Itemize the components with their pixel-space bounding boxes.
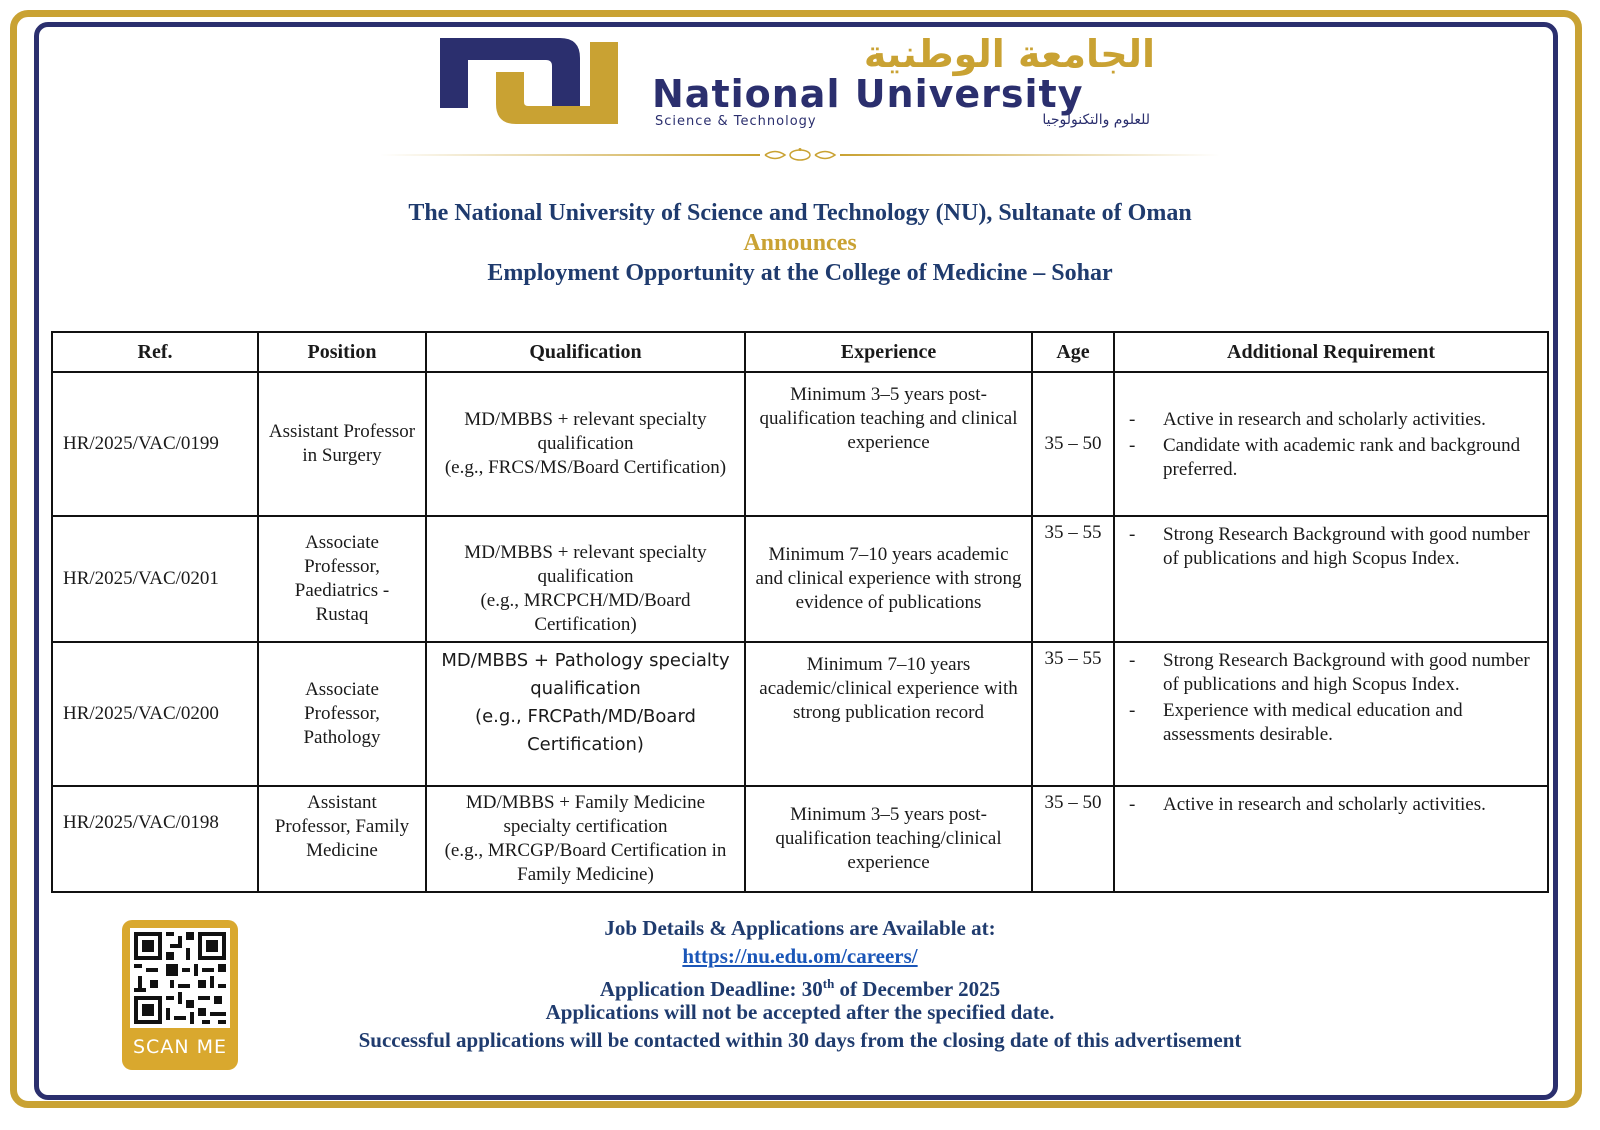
cell-qualification <box>426 642 745 786</box>
requirement-text: Active in research and scholarly activities. <box>1163 409 1486 430</box>
cell-additional-requirement <box>1114 516 1548 642</box>
footer-details-label: Job Details & Applications are Available at: <box>604 916 996 940</box>
header-qualification: Qualification <box>426 332 745 372</box>
requirement-item: - Candidate with academic rank and background preferred. <box>1123 434 1539 482</box>
cell-ref: HR/2025/VAC/0198 <box>52 786 258 892</box>
requirement-item: - Experience with medical education and assessments desirable. <box>1123 699 1539 747</box>
table-row <box>52 786 1548 892</box>
vacancies-table <box>51 331 1549 893</box>
deadline-suffix-ordinal: th <box>822 976 835 991</box>
cell-age: 35 – 55 <box>1032 516 1114 642</box>
cell-position: Associate Professor, Paediatrics - Rustaq <box>258 516 426 642</box>
requirement-text: Strong Research Background with good number of publications and high Scopus Index. <box>1163 524 1530 569</box>
table-header-row <box>52 332 1548 372</box>
headline-opportunity: Employment Opportunity at the College of Medicine – Sohar <box>487 260 1113 286</box>
footer-link-line <box>0 942 1600 970</box>
table-row <box>52 372 1548 516</box>
cell-ref: HR/2025/VAC/0201 <box>52 516 258 642</box>
requirement-text: Candidate with academic rank and background preferred. <box>1163 435 1521 480</box>
cell-experience: Minimum 7–10 years academic/clinical experience with strong publication record <box>745 642 1032 786</box>
footer-notice-contact: Successful applications will be contacted within 30 days from the closing date of this advertisement <box>358 1028 1242 1052</box>
requirement-text: Strong Research Background with good number of publications and high Scopus Index. <box>1163 650 1530 695</box>
header-experience: Experience <box>745 332 1032 372</box>
cell-ref: HR/2025/VAC/0199 <box>52 372 258 516</box>
cell-experience: Minimum 3–5 years post-qualification teaching/clinical experience <box>745 786 1032 892</box>
cell-experience: Minimum 7–10 years academic and clinical experience with strong evidence of publications <box>745 516 1032 642</box>
header-position: Position <box>258 332 426 372</box>
qualification-degree: MD/MBBS + Pathology specialty qualification <box>441 650 730 699</box>
qualification-degree: MD/MBBS + Family Medicine specialty certification <box>465 792 706 837</box>
qualification-degree: MD/MBBS + relevant specialty qualification <box>464 409 707 454</box>
ornament-divider-icon <box>380 148 1220 162</box>
cell-qualification <box>426 516 745 642</box>
headline-university: The National University of Science and Technology (NU), Sultanate of Oman <box>408 200 1192 226</box>
qualification-example: (e.g., FRCPath/MD/Board Certification) <box>475 706 696 755</box>
requirement-item: - Strong Research Background with good number of publications and high Scopus Index. <box>1123 523 1539 571</box>
cell-position: Associate Professor, Pathology <box>258 642 426 786</box>
logo-subtitle-ar: للعلوم والتكنولوجيا <box>1042 112 1150 128</box>
header-age: Age <box>1032 332 1114 372</box>
careers-link[interactable]: https://nu.edu.om/careers/ <box>682 944 918 968</box>
logo-arabic-name: الجامعة الوطنية <box>863 32 1155 76</box>
cell-age: 35 – 50 <box>1032 372 1114 516</box>
qualification-degree: MD/MBBS + relevant specialty qualification <box>464 542 707 587</box>
cell-ref: HR/2025/VAC/0200 <box>52 642 258 786</box>
qualification-example: (e.g., MRCPCH/MD/Board Certification) <box>480 590 691 635</box>
qualification-example: (e.g., FRCS/MS/Board Certification) <box>444 457 727 478</box>
requirement-item: - Active in research and scholarly activities. <box>1129 794 1486 815</box>
logo-english-name: National University <box>652 72 1084 116</box>
logo-subtitle-en: Science & Technology <box>655 114 817 129</box>
qualification-example: (e.g., MRCGP/Board Certification in Family Medicine) <box>444 840 727 885</box>
table-row <box>52 642 1548 786</box>
deadline-month-year: of December 2025 <box>834 977 1001 1001</box>
cell-qualification <box>426 372 745 516</box>
cell-position: Assistant Professor, Family Medicine <box>258 786 426 892</box>
requirement-text: Active in research and scholarly activities. <box>1163 794 1486 815</box>
requirement-text: Experience with medical education and assessments desirable. <box>1163 700 1463 745</box>
cell-additional-requirement <box>1114 372 1548 516</box>
header-ref: Ref. <box>52 332 258 372</box>
headline-announces: Announces <box>743 230 857 256</box>
requirement-item: - Strong Research Background with good number of publications and high Scopus Index. <box>1123 649 1539 697</box>
cell-experience: Minimum 3–5 years post-qualification teaching and clinical experience <box>745 372 1032 516</box>
requirement-item: - Active in research and scholarly activities. <box>1129 409 1486 430</box>
nu-logo-mark-icon <box>440 32 630 128</box>
cell-additional-requirement <box>1114 786 1548 892</box>
cell-qualification <box>426 786 745 892</box>
qr-scan-label: SCAN ME <box>133 1036 227 1058</box>
cell-age: 35 – 50 <box>1032 786 1114 892</box>
cell-position: Assistant Professor in Surgery <box>258 372 426 516</box>
university-logo <box>440 32 1160 132</box>
footer-notice-late: Applications will not be accepted after the specified date. <box>545 1000 1055 1024</box>
table-row <box>52 516 1548 642</box>
header-additional-requirement: Additional Requirement <box>1114 332 1548 372</box>
cell-additional-requirement <box>1114 642 1548 786</box>
deadline-prefix: Application Deadline: 30 <box>599 977 823 1001</box>
cell-age: 35 – 55 <box>1032 642 1114 786</box>
